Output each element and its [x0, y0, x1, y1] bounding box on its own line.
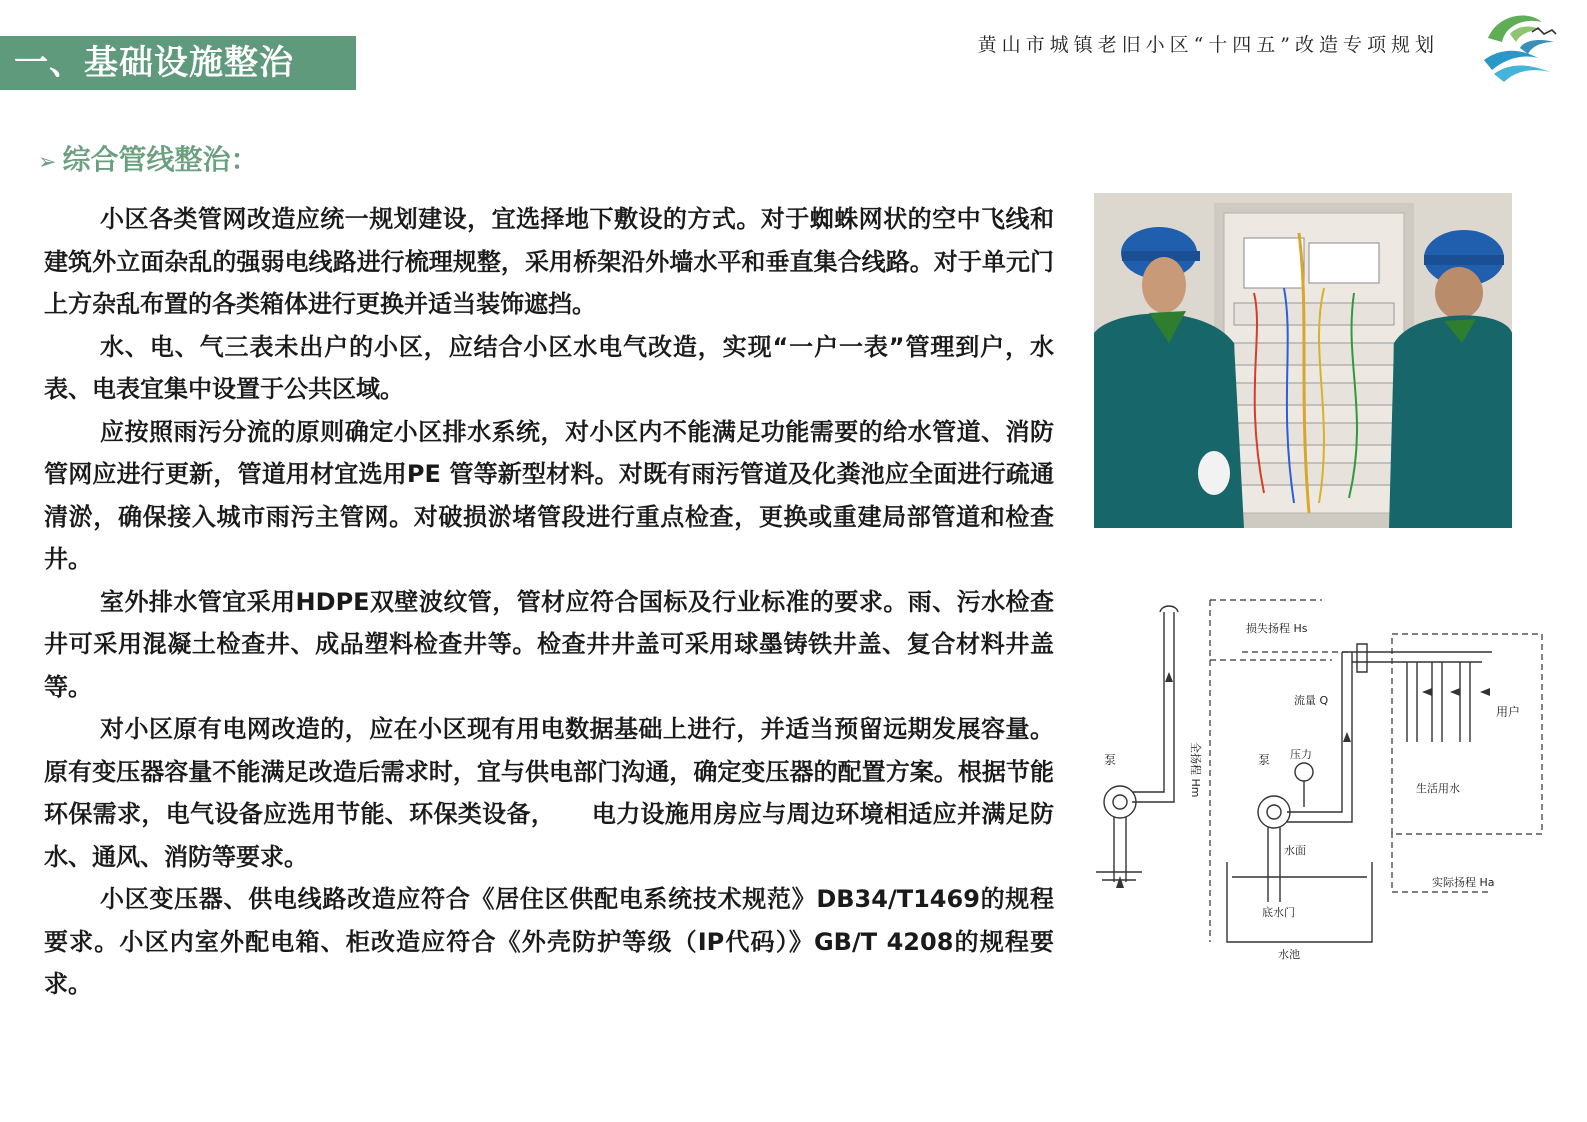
pump-system-diagram	[1092, 592, 1552, 972]
label-foot-valve: 底水门	[1262, 906, 1295, 919]
paragraph-standards: 小区变压器、供电线路改造应符合《居住区供配电系统技术规范》DB34/T1469的规程要求。小区内室外配电箱、柜改造应符合《外壳防护等级（IP代码）》GB/T 4208的规程要求。	[44, 885, 1054, 998]
section-title: 一、基础设施整治	[0, 36, 356, 90]
arrow-bullet-icon: ➢	[38, 150, 57, 175]
paragraph-drainage: 应按照雨污分流的原则确定小区排水系统，对小区内不能满足功能需要的给水管道、消防管网应进行更新，管道用材宜选用PE 管等新型材料。对既有雨污管道及化粪池应全面进行疏通清淤，确保接入城市雨污主管网。对破损淤堵管段进行重点检查，更换或重建局部管道和检查井。	[44, 417, 1054, 573]
paragraph-power-grid: 对小区原有电网改造的，应在小区现有用电数据基础上进行，并适当预留远期发展容量。原有变压器容量不能满足改造后需求时，宜与供电部门沟通，确定变压器的配置方案。根据节能环保需求，电气设备应选用节能、环保类设备， 电力设施用房应与周边环境相适应并满足防水、通风、消防等要求。	[44, 715, 1054, 871]
label-user: 用户	[1496, 705, 1521, 719]
label-domestic-water: 生活用水	[1416, 782, 1460, 795]
electricians-photo	[1094, 193, 1512, 528]
paragraph-drain-pipes: 室外排水管宜采用HDPE双壁波纹管，管材应符合国标及行业标准的要求。雨、污水检查井可采用混凝土检查井、成品塑料检查井等。检查井井盖可采用球墨铸铁井盖、复合材料井盖等。	[44, 587, 1054, 701]
city-logo-icon	[1480, 8, 1560, 88]
paragraph-meters: 水、电、气三表未出户的小区，应结合小区水电气改造，实现“一户一表”管理到户，水表、电表宜集中设置于公共区域。	[44, 332, 1054, 403]
label-water-surface: 水面	[1284, 844, 1306, 857]
document-title: 黄山市城镇老旧小区“十四五”改造专项规划	[977, 34, 1439, 56]
label-pressure: 压力	[1290, 748, 1312, 761]
label-actual-head: 实际扬程 Ha	[1432, 876, 1495, 889]
label-flow: 流量 Q	[1294, 694, 1329, 707]
subheading	[38, 138, 258, 178]
subheading-text: 综合管线整治：	[62, 143, 259, 176]
paragraph-pipelines: 小区各类管网改造应统一规划建设，宜选择地下敷设的方式。对于蜘蛛网状的空中飞线和建筑外立面杂乱的强弱电线路进行梳理规整，采用桥架沿外墙水平和垂直集合线路。对于单元门上方杂乱布置的各类箱体进行更换并适当装饰遮挡。	[44, 205, 1054, 318]
body-text	[44, 198, 1054, 1006]
label-pump-left: 泵	[1104, 753, 1117, 767]
label-pump-right: 泵	[1258, 753, 1271, 767]
label-loss-head: 损失扬程 Hs	[1246, 622, 1308, 635]
label-tank: 水池	[1278, 948, 1300, 961]
label-total-head: 全扬程 Hm	[1189, 742, 1202, 798]
